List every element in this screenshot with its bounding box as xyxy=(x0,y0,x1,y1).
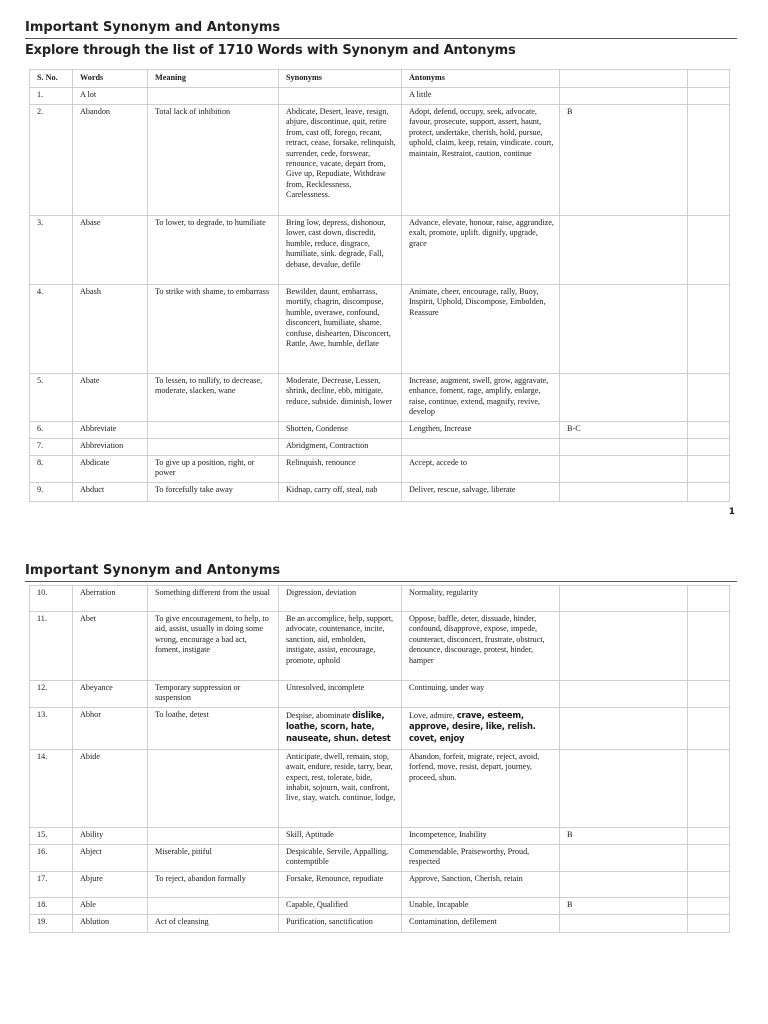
table-row xyxy=(30,456,730,483)
cell-synonyms: Abridgment, Contraction xyxy=(279,439,402,456)
cell-extra: B xyxy=(560,105,688,216)
cell-antonyms: Advance, elevate, honour, raise, aggrandize, exalt, promote, uplift. dignify, upgrade, grace xyxy=(402,216,560,285)
col-header-words: Words xyxy=(73,70,148,88)
cell-synonyms: Capable, Qualified xyxy=(279,897,402,914)
cell-meaning xyxy=(148,897,279,914)
cell-word: A lot xyxy=(73,88,148,105)
cell-antonyms: Animate, cheer, encourage, rally, Buoy, Inspirit, Uphold, Discompose, Embolden, Reassure xyxy=(402,285,560,374)
cell-word: Abide xyxy=(73,749,148,827)
cell-word: Abduct xyxy=(73,482,148,501)
cell-meaning: To loathe, detest xyxy=(148,707,279,749)
cell-blank xyxy=(688,681,730,708)
cell-blank xyxy=(688,871,730,897)
cell-sno: 13. xyxy=(30,707,73,749)
cell-extra xyxy=(560,749,688,827)
cell-extra xyxy=(560,216,688,285)
col-header-antonyms: Antonyms xyxy=(402,70,560,88)
cell-meaning: To forcefully take away xyxy=(148,482,279,501)
col-header-synonyms: Synonyms xyxy=(279,70,402,88)
cell-extra xyxy=(560,844,688,871)
table-row xyxy=(30,871,730,897)
cell-extra xyxy=(560,88,688,105)
synonym-table-2 xyxy=(29,585,730,933)
cell-synonyms: Bring low, depress, dishonour, lower, cast down, discredit, humble, reduce, disgrace, humiliate, sink. degrade, Fall, debase, devalue, defile xyxy=(279,216,402,285)
cell-meaning: Something different from the usual xyxy=(148,586,279,612)
cell-word: Abet xyxy=(73,612,148,681)
cell-meaning: Total lack of inhibition xyxy=(148,105,279,216)
cell-synonyms: Relinquish, renounce xyxy=(279,456,402,483)
cell-blank xyxy=(688,285,730,374)
cell-synonyms: Anticipate, dwell, remain, stop, await, endure, reside, tarry, bear, expect, rest, tolerate, bide, inhabit, sojourn, wait, confront, live, stay, watch. continue, lodge, xyxy=(279,749,402,827)
cell-antonyms: Commendable, Praiseworthy, Proud, respected xyxy=(402,844,560,871)
cell-extra: B xyxy=(560,897,688,914)
cell-synonyms: Despicable, Servile, Appalling, contemptible xyxy=(279,844,402,871)
cell-sno: 15. xyxy=(30,827,73,844)
cell-synonyms: Bewilder, daunt, embarrass, mortify, chagrin, discompose, humble, overawe, confound, disconcert, humiliate, shame. confuse, dishearten, Disconcert, Rattle, Awe, humble, deflate xyxy=(279,285,402,374)
cell-sno: 5. xyxy=(30,374,73,422)
cell-synonyms: Forsake, Renounce, repudiate xyxy=(279,871,402,897)
cell-sno: 8. xyxy=(30,456,73,483)
cell-extra xyxy=(560,707,688,749)
cell-word: Abdicate xyxy=(73,456,148,483)
cell-sno: 10. xyxy=(30,586,73,612)
cell-extra xyxy=(560,681,688,708)
cell-antonyms: Approve, Sanction, Cherish, retain xyxy=(402,871,560,897)
cell-word: Abjure xyxy=(73,871,148,897)
cell-word: Abbreviation xyxy=(73,439,148,456)
cell-synonyms: Purification, sanctification xyxy=(279,914,402,932)
table-row xyxy=(30,482,730,501)
cell-extra xyxy=(560,439,688,456)
cell-meaning: To strike with shame, to embarrass xyxy=(148,285,279,374)
cell-meaning: To lower, to degrade, to humiliate xyxy=(148,216,279,285)
cell-antonyms: Contamination, defilement xyxy=(402,914,560,932)
header-rule xyxy=(25,38,737,39)
cell-sno: 1. xyxy=(30,88,73,105)
synonyms-text: Despise, abominate xyxy=(286,710,353,720)
cell-sno: 16. xyxy=(30,844,73,871)
cell-antonyms xyxy=(402,707,560,749)
cell-sno: 9. xyxy=(30,482,73,501)
cell-blank xyxy=(688,897,730,914)
cell-word: Abbreviate xyxy=(73,422,148,439)
cell-extra xyxy=(560,612,688,681)
table-row xyxy=(30,586,730,612)
cell-antonyms: Oppose, baffle, deter, dissuade, hinder, confound, disapprove, expose, impede, counteract, disconcert, frustrate, obstruct, denounce, discourage, protest, hinder, hamper xyxy=(402,612,560,681)
cell-synonyms: Skill, Aptitude xyxy=(279,827,402,844)
cell-antonyms: Increase, augment, swell, grow, aggravate, enhance, foment, rage, amplify, enlarge, raise, continue, extend, magnify, revive, develop xyxy=(402,374,560,422)
cell-antonyms: Unable, Incapable xyxy=(402,897,560,914)
cell-word: Abase xyxy=(73,216,148,285)
cell-blank xyxy=(688,88,730,105)
cell-word: Ablution xyxy=(73,914,148,932)
cell-synonyms xyxy=(279,707,402,749)
cell-sno: 6. xyxy=(30,422,73,439)
cell-word: Abash xyxy=(73,285,148,374)
col-header-blank-2 xyxy=(688,70,730,88)
cell-word: Abandon xyxy=(73,105,148,216)
table-row xyxy=(30,105,730,216)
page-subtitle: Explore through the list of 1710 Words with Synonym and Antonyms xyxy=(25,43,516,58)
cell-meaning xyxy=(148,749,279,827)
cell-meaning: To give encouragement, to help, to aid, assist, usually in doing some wrong, encourage a bad act, foment, instigate xyxy=(148,612,279,681)
cell-meaning: To give up a position, right, or power xyxy=(148,456,279,483)
cell-antonyms: Deliver, rescue, salvage, liberate xyxy=(402,482,560,501)
cell-blank xyxy=(688,374,730,422)
cell-antonyms: Accept, accede to xyxy=(402,456,560,483)
cell-meaning: Miserable, pitiful xyxy=(148,844,279,871)
cell-meaning xyxy=(148,439,279,456)
cell-blank xyxy=(688,439,730,456)
page-number: 1 xyxy=(728,507,735,517)
cell-blank xyxy=(688,827,730,844)
cell-word: Ability xyxy=(73,827,148,844)
col-header-blank-1 xyxy=(560,70,688,88)
cell-synonyms: Moderate, Decrease, Lessen, shrink, decline, ebb, mitigate, reduce, subside. diminish, lower xyxy=(279,374,402,422)
cell-extra xyxy=(560,871,688,897)
cell-synonyms: Abdicate, Desert, leave, resign, abjure, discontinue, quit, retire from, cast off, forego, recant, retract, cease, forsake, relinquish, surrender, cede, forswear, renounce, vacate, depart from, Give up, Repudiate, Withdraw from, Recklessness, Carelessness. xyxy=(279,105,402,216)
cell-antonyms xyxy=(402,439,560,456)
cell-extra xyxy=(560,482,688,501)
cell-sno: 3. xyxy=(30,216,73,285)
cell-antonyms: Normality, regularity xyxy=(402,586,560,612)
table-row xyxy=(30,216,730,285)
table-row xyxy=(30,612,730,681)
antonyms-text: Love, admire, xyxy=(409,710,457,720)
cell-synonyms: Unresolved, incomplete xyxy=(279,681,402,708)
cell-word: Abhor xyxy=(73,707,148,749)
cell-sno: 11. xyxy=(30,612,73,681)
cell-antonyms: Adopt, defend, occupy, seek, advocate, favour, prosecute, support, assert, haunt, protect, undertake, cherish, hold, pursue, uphold, claim, keep, retain, vindicate. court, maintain, Restraint, caution, continue xyxy=(402,105,560,216)
cell-meaning xyxy=(148,827,279,844)
cell-word: Abate xyxy=(73,374,148,422)
cell-blank xyxy=(688,707,730,749)
table-row xyxy=(30,88,730,105)
cell-extra xyxy=(560,456,688,483)
cell-meaning: To reject, abandon formally xyxy=(148,871,279,897)
col-header-sno: S. No. xyxy=(30,70,73,88)
synonym-table xyxy=(29,69,730,502)
cell-sno: 4. xyxy=(30,285,73,374)
cell-blank xyxy=(688,844,730,871)
col-header-meaning: Meaning xyxy=(148,70,279,88)
cell-word: Aberration xyxy=(73,586,148,612)
cell-blank xyxy=(688,456,730,483)
cell-synonyms: Kidnap, carry off, steal, nab xyxy=(279,482,402,501)
cell-synonyms: Be an accomplice, help, support, advocate, countenance, incite, sanction, aid, embolden, instigate, assist, encourage, promote, uphold xyxy=(279,612,402,681)
antonyms-bold-text: crave, esteem, approve, desire, like, relish. covet, enjoy xyxy=(409,709,536,743)
cell-blank xyxy=(688,422,730,439)
cell-antonyms: Incompetence, Inability xyxy=(402,827,560,844)
cell-antonyms: Lengthen, Increase xyxy=(402,422,560,439)
cell-antonyms: Continuing, under way xyxy=(402,681,560,708)
table-row xyxy=(30,681,730,708)
cell-sno: 18. xyxy=(30,897,73,914)
page-header-2: Important Synonym and Antonyms xyxy=(25,563,281,578)
cell-extra xyxy=(560,586,688,612)
cell-word: Able xyxy=(73,897,148,914)
cell-blank xyxy=(688,612,730,681)
cell-extra xyxy=(560,914,688,932)
cell-antonyms: Abandon, forfeit, migrate, reject, avoid, forfend, move, resist, depart, journey, proceed, shun. xyxy=(402,749,560,827)
cell-word: Abeyance xyxy=(73,681,148,708)
cell-synonyms: Digression, deviation xyxy=(279,586,402,612)
table-row xyxy=(30,439,730,456)
table-row xyxy=(30,374,730,422)
synonyms-bold-text: dislike, loathe, scorn, hate, nauseate, shun. detest xyxy=(286,709,391,743)
table-row xyxy=(30,422,730,439)
table-row xyxy=(30,827,730,844)
cell-sno: 7. xyxy=(30,439,73,456)
table-row xyxy=(30,914,730,932)
table-row xyxy=(30,707,730,749)
cell-meaning: Act of cleansing xyxy=(148,914,279,932)
cell-blank xyxy=(688,482,730,501)
cell-antonyms: A little xyxy=(402,88,560,105)
cell-sno: 12. xyxy=(30,681,73,708)
cell-extra xyxy=(560,374,688,422)
cell-extra: B-C xyxy=(560,422,688,439)
cell-sno: 14. xyxy=(30,749,73,827)
cell-sno: 2. xyxy=(30,105,73,216)
cell-synonyms: Shorten, Condense xyxy=(279,422,402,439)
cell-sno: 19. xyxy=(30,914,73,932)
table-row xyxy=(30,897,730,914)
cell-blank xyxy=(688,105,730,216)
cell-sno: 17. xyxy=(30,871,73,897)
cell-blank xyxy=(688,749,730,827)
cell-meaning: Temporary suppression or suspension xyxy=(148,681,279,708)
table-header-row xyxy=(30,70,730,88)
cell-meaning xyxy=(148,88,279,105)
cell-blank xyxy=(688,914,730,932)
cell-meaning: To lessen, to nullify, to decrease, moderate, slacken, wane xyxy=(148,374,279,422)
cell-blank xyxy=(688,216,730,285)
cell-blank xyxy=(688,586,730,612)
cell-meaning xyxy=(148,422,279,439)
cell-extra: B xyxy=(560,827,688,844)
table-row xyxy=(30,285,730,374)
cell-synonyms xyxy=(279,88,402,105)
page-header: Important Synonym and Antonyms xyxy=(25,20,281,35)
cell-extra xyxy=(560,285,688,374)
header-rule-2 xyxy=(25,581,737,582)
table-row xyxy=(30,749,730,827)
table-row xyxy=(30,844,730,871)
cell-word: Abject xyxy=(73,844,148,871)
